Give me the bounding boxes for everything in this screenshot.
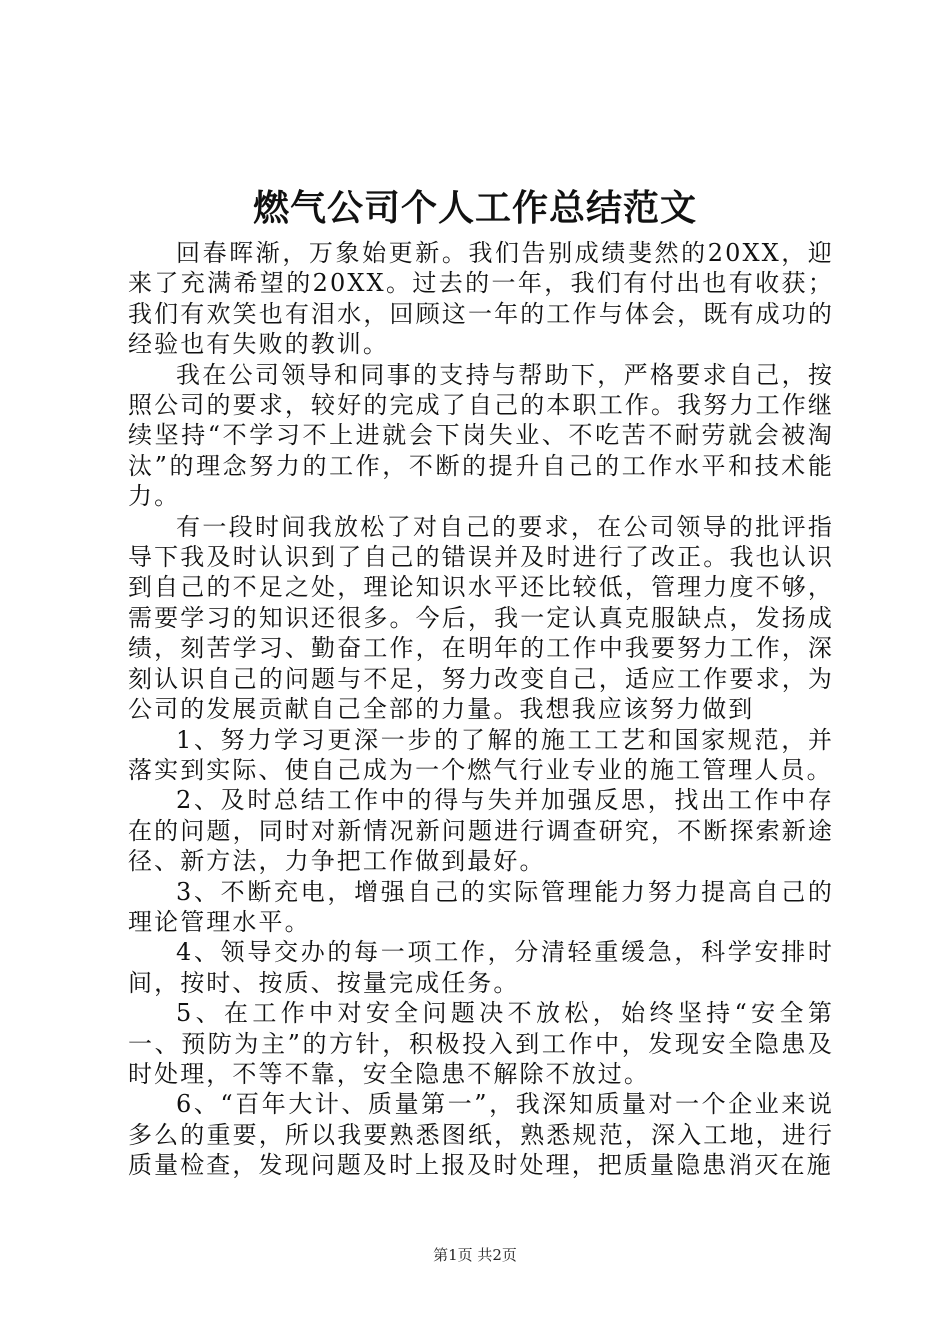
paragraph-item-4: 4、领导交办的每一项工作，分清轻重缓急，科学安排时间，按时、按质、按量完成任务。 bbox=[128, 938, 834, 997]
document-body bbox=[128, 238, 834, 1181]
paragraph-self-reflection: 有一段时间我放松了对自己的要求，在公司领导的批评指导下我及时认识到了自己的错误并及时进行了改正。我也认识到自己的不足之处，理论知识水平还比较低，管理力度不够，需要学习的知识还很多。今后，我一定认真克服缺点，发扬成绩，刻苦学习、勤奋工作，在明年的工作中我要努力工作，深刻认识自己的问题与不足，努力改变自己，适应工作要求，为公司的发展贡献自己全部的力量。我想我应该努力做到 bbox=[128, 512, 834, 724]
paragraph-item-5: 5、在工作中对安全问题决不放松，始终坚持“安全第一、预防为主”的方针，积极投入到工作中，发现安全隐患及时处理，不等不靠，安全隐患不解除不放过。 bbox=[128, 999, 834, 1088]
paragraph-item-3: 3、不断充电，增强自己的实际管理能力努力提高自己的理论管理水平。 bbox=[128, 877, 834, 936]
paragraph-intro: 回春晖渐，万象始更新。我们告别成绩斐然的20XX，迎来了充满希望的20XX。过去的一年，我们有付出也有收获；我们有欢笑也有泪水，回顾这一年的工作与体会，既有成功的经验也有失败的教训。 bbox=[128, 239, 834, 359]
paragraph-item-1: 1、努力学习更深一步的了解的施工工艺和国家规范，并落实到实际、使自己成为一个燃气行业专业的施工管理人员。 bbox=[128, 725, 834, 784]
document-title: 燃气公司个人工作总结范文 bbox=[252, 187, 697, 229]
page-number-footer: 第1页 共2页 bbox=[433, 1246, 517, 1264]
paragraph-work-summary: 我在公司领导和同事的支持与帮助下，严格要求自己，按照公司的要求，较好的完成了自己的本职工作。我努力工作继续坚持“不学习不上进就会下岗失业、不吃苦不耐劳就会被淘汰”的理念努力的工作，不断的提升自己的工作水平和技术能力。 bbox=[128, 360, 834, 511]
paragraph-item-6: 6、“百年大计、质量第一”，我深知质量对一个企业来说多么的重要，所以我要熟悉图纸，熟悉规范，深入工地，进行质量检查，发现问题及时上报及时处理，把质量隐患消灭在施 bbox=[128, 1090, 834, 1180]
paragraph-item-2: 2、及时总结工作中的得与失并加强反思，找出工作中存在的问题，同时对新情况新问题进行调查研究，不断探索新途径、新方法，力争把工作做到最好。 bbox=[128, 786, 834, 876]
